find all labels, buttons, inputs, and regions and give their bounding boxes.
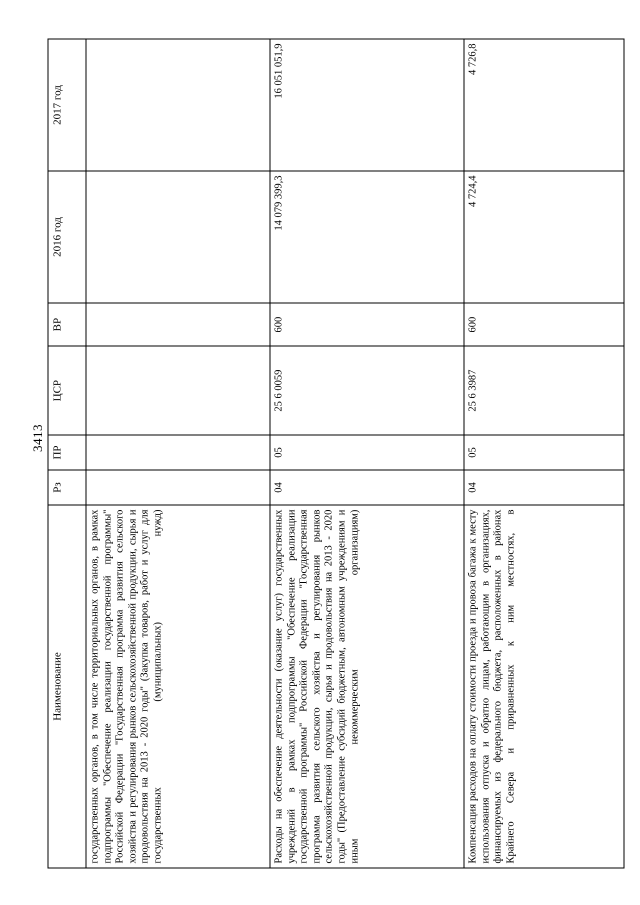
row-year1-value	[86, 171, 270, 303]
row-pr: 05	[464, 434, 624, 469]
row-pr	[86, 434, 270, 469]
table-row	[270, 39, 464, 868]
column-header-csr: ЦСР	[48, 346, 86, 435]
row-year2-value: 4 726,8	[464, 39, 624, 171]
table-body	[86, 39, 624, 868]
row-year2-value	[86, 39, 270, 171]
budget-table	[48, 38, 625, 868]
table-row	[86, 39, 270, 868]
column-header-name: Наименование	[48, 505, 86, 868]
column-header-rz: Рз	[48, 470, 86, 505]
column-header-pr: ПР	[48, 434, 86, 469]
row-rz: 04	[270, 470, 464, 505]
row-pr: 05	[270, 434, 464, 469]
row-year1-value: 4 724,4	[464, 171, 624, 303]
row-year2-value: 16 051 051,9	[270, 39, 464, 171]
row-vr: 600	[464, 303, 624, 346]
row-vr	[86, 303, 270, 346]
row-csr: 25 6 0059	[270, 346, 464, 435]
rotated-table-container	[48, 38, 593, 868]
row-rz: 04	[464, 470, 624, 505]
column-header-year1: 2016 год	[48, 171, 86, 303]
row-rz	[86, 470, 270, 505]
row-name: Расходы на обеспечение деятельности (оказание услуг) государственных учреждений в рамках подпрограммы "Обеспечение реализации государственной программы" Российской Федерации "Государственная программа развития сельского хозяйства и регулирования рынков сельскохозяйственной продукции, сырья и продовольствия на 2013 - 2020 годы" (Предоставление субсидий бюджетным, автономным учреждениям и иным некоммерческим организациям)	[270, 505, 464, 868]
row-name: государственных органов, в том числе территориальных органов, в рамках подпрограммы "Обеспечение реализации государственной программы" Российской Федерации "Государственная программа развития сельского хозяйства и регулирования рынков сельскохозяйственной продукции, сырья и продовольствия на 2013 - 2020 годы" (Закупка товаров, работ и услуг для государственных (муниципальных) нужд)	[86, 505, 270, 868]
table-header	[48, 39, 86, 868]
row-csr	[86, 346, 270, 435]
row-csr: 25 6 3987	[464, 346, 624, 435]
row-year1-value: 14 079 399,3	[270, 171, 464, 303]
column-header-year2: 2017 год	[48, 39, 86, 171]
row-name: Компенсация расходов на оплату стоимости проезда и провоза багажа к месту использования отпуска и обратно лицам, работающим в организациях, финансируемых из федерального бюджета, расположенных в районах Крайнего Севера и приравненных к ним местностях, в	[464, 505, 624, 868]
column-header-vr: ВР	[48, 303, 86, 346]
table-header-row	[48, 39, 86, 868]
row-vr: 600	[270, 303, 464, 346]
page-number: 3413	[30, 424, 45, 452]
table-row	[464, 39, 624, 868]
